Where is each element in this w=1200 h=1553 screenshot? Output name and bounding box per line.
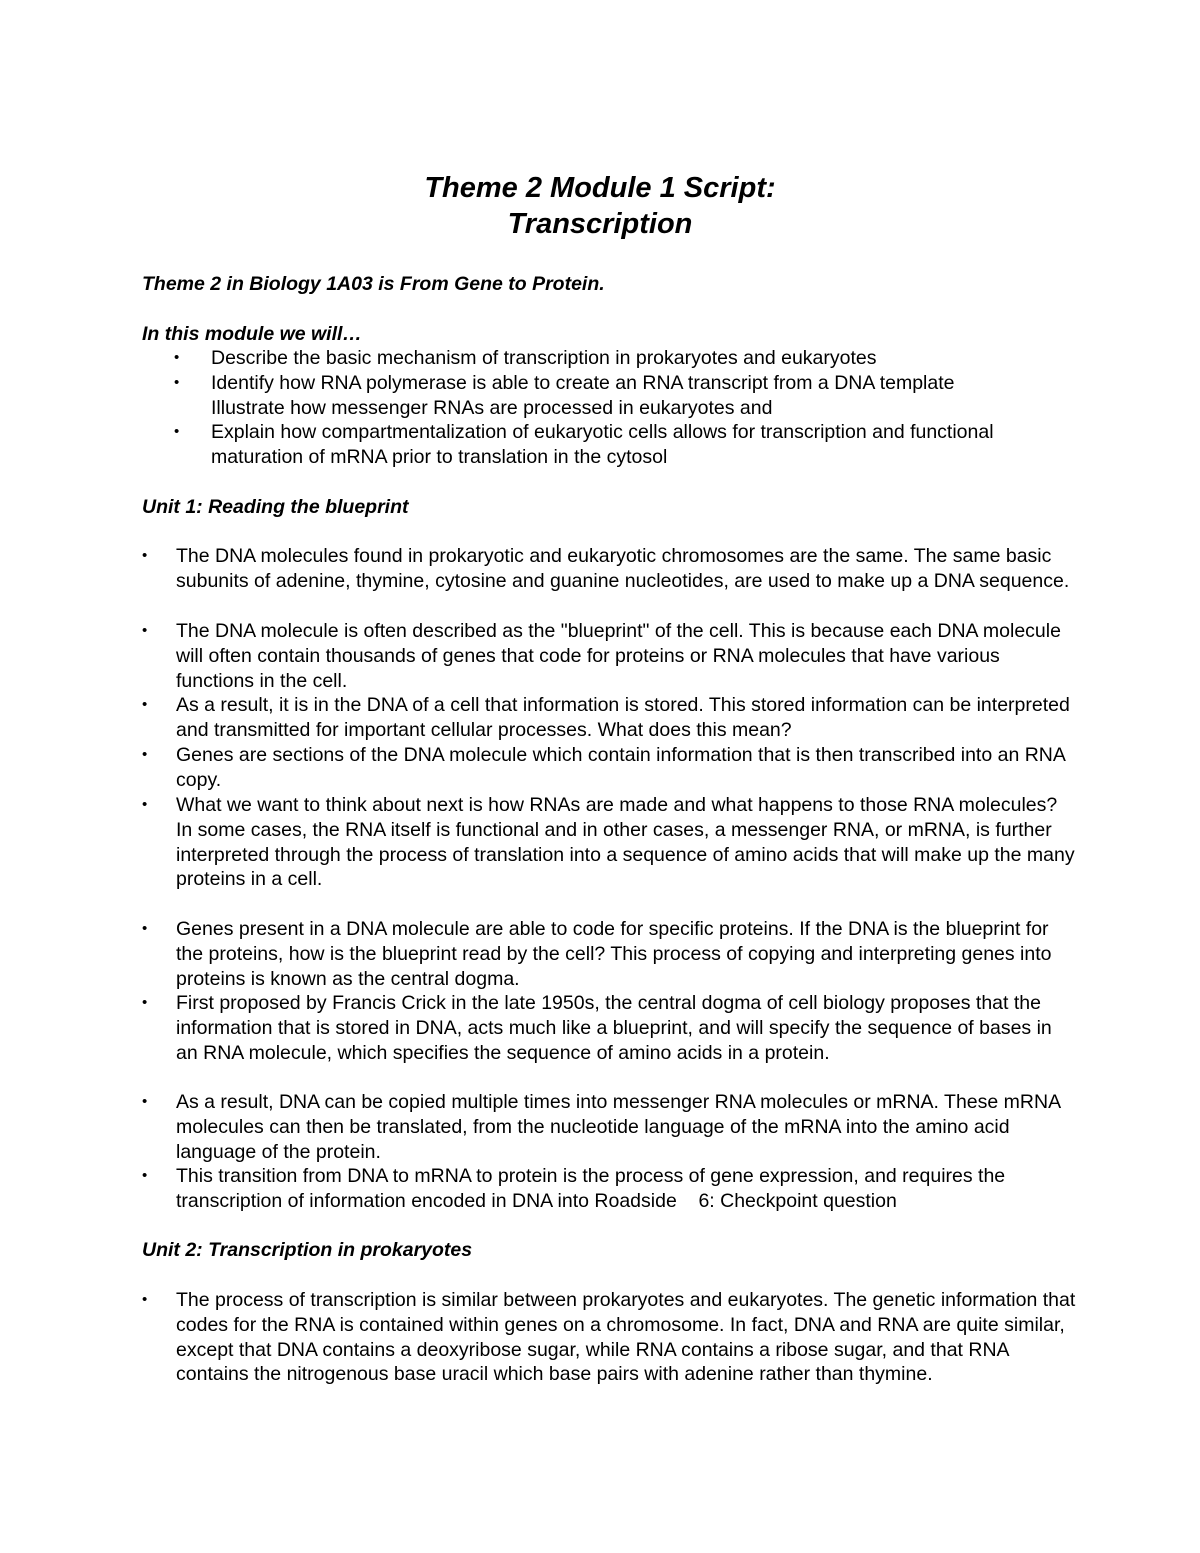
module-intro-heading: In this module we will… xyxy=(142,323,362,345)
list-item xyxy=(142,1090,1076,1164)
list-item xyxy=(142,544,1076,594)
bullet-icon: • xyxy=(142,1167,148,1184)
list-item xyxy=(174,371,1091,396)
bullet-icon: • xyxy=(142,796,148,813)
list-item-text: Describe the basic mechanism of transcription in prokaryotes and eukaryotes xyxy=(211,347,877,369)
bullet-icon: • xyxy=(142,1093,148,1110)
list-item-text: As a result, it is in the DNA of a cell that information is stored. This stored information can be interpreted and transmitted for important cellular processes. What does this mean? xyxy=(176,694,1070,741)
list-item-text: Genes present in a DNA molecule are able to code for specific proteins. If the DNA is the blueprint for the proteins, how is the blueprint read by the cell? This process of copying and interpreting genes into proteins is known as the central dogma. xyxy=(176,918,1052,990)
list-item-text: The DNA molecule is often described as the "blueprint" of the cell. This is because each DNA molecule will often contain thousands of genes that code for proteins or RNA molecules that have various functions in the cell. xyxy=(176,620,1061,692)
list-item-text: Explain how compartmentalization of eukaryotic cells allows for transcription and functional maturation of mRNA prior to translation in the cytosol xyxy=(211,421,994,468)
list-item-text: The DNA molecules found in prokaryotic and eukaryotic chromosomes are the same. The same basic subunits of adenine, thymine, cytosine and guanine nucleotides, are used to make up a DNA sequence. xyxy=(176,545,1070,592)
theme-statement: Theme 2 in Biology 1A03 is From Gene to Protein. xyxy=(142,273,605,295)
document-title-line-1: Theme 2 Module 1 Script: xyxy=(424,172,776,204)
bullet-icon: • xyxy=(142,622,148,639)
list-item-text: Genes are sections of the DNA molecule which contain information that is then transcribed into an RNA copy. xyxy=(176,744,1065,791)
document-title-line-2: Transcription xyxy=(507,208,693,240)
list-item-text: What we want to think about next is how RNAs are made and what happens to those RNA molecules? In some cases, the RNA itself is functional and in other cases, a messenger RNA, or mRNA, is further interpreted through the process of translation into a sequence of amino acids that will make up the many proteins in a cell. xyxy=(176,794,1075,891)
bullet-icon: • xyxy=(174,423,180,440)
list-item xyxy=(142,1288,1076,1387)
bullet-icon: • xyxy=(142,746,148,763)
list-item-text: The process of transcription is similar between prokaryotes and eukaryotes. The genetic information that codes for the RNA is contained within genes on a chromosome. In fact, DNA and RNA are quite similar, except that DNA contains a deoxyribose sugar, while RNA contains a ribose sugar, and that RNA contains the nitrogenous base uracil which base pairs with adenine rather than thymine. xyxy=(176,1289,1076,1386)
bullet-icon: • xyxy=(142,920,148,937)
unit-2-heading: Unit 2: Transcription in prokaryotes xyxy=(142,1239,473,1261)
bullet-icon: • xyxy=(142,1291,148,1308)
list-item xyxy=(142,793,1076,892)
list-item-text: As a result, DNA can be copied multiple times into messenger RNA molecules or mRNA. These mRNA molecules can then be translated, from the nucleotide language of the mRNA into the amino acid language of the protein. xyxy=(176,1091,1060,1163)
bullet-icon: • xyxy=(142,547,148,564)
list-item xyxy=(142,693,1076,743)
list-item-text: Illustrate how messenger RNAs are processed in eukaryotes and xyxy=(211,397,773,419)
list-item xyxy=(174,346,1091,371)
bullet-icon: • xyxy=(174,374,180,391)
list-item-text: This transition from DNA to mRNA to protein is the process of gene expression, and requires the transcription of information encoded in DNA into Roadside 6: Checkpoint question xyxy=(176,1165,1011,1212)
list-item xyxy=(142,991,1076,1065)
bullet-icon: • xyxy=(174,349,180,366)
list-item xyxy=(142,917,1076,991)
list-item xyxy=(142,1164,1076,1214)
list-item xyxy=(142,619,1076,693)
list-item xyxy=(174,420,1091,470)
list-item xyxy=(142,743,1076,793)
unit-1-heading: Unit 1: Reading the blueprint xyxy=(142,496,409,518)
list-item-text: Identify how RNA polymerase is able to create an RNA transcript from a DNA template xyxy=(211,372,955,394)
list-item-text: First proposed by Francis Crick in the late 1950s, the central dogma of cell biology proposes that the information that is stored in DNA, acts much like a blueprint, and will specify the sequence of bases in an RNA molecule, which specifies the sequence of amino acids in a protein. xyxy=(176,992,1052,1064)
bullet-icon: • xyxy=(142,994,148,1011)
bullet-icon: • xyxy=(142,696,148,713)
